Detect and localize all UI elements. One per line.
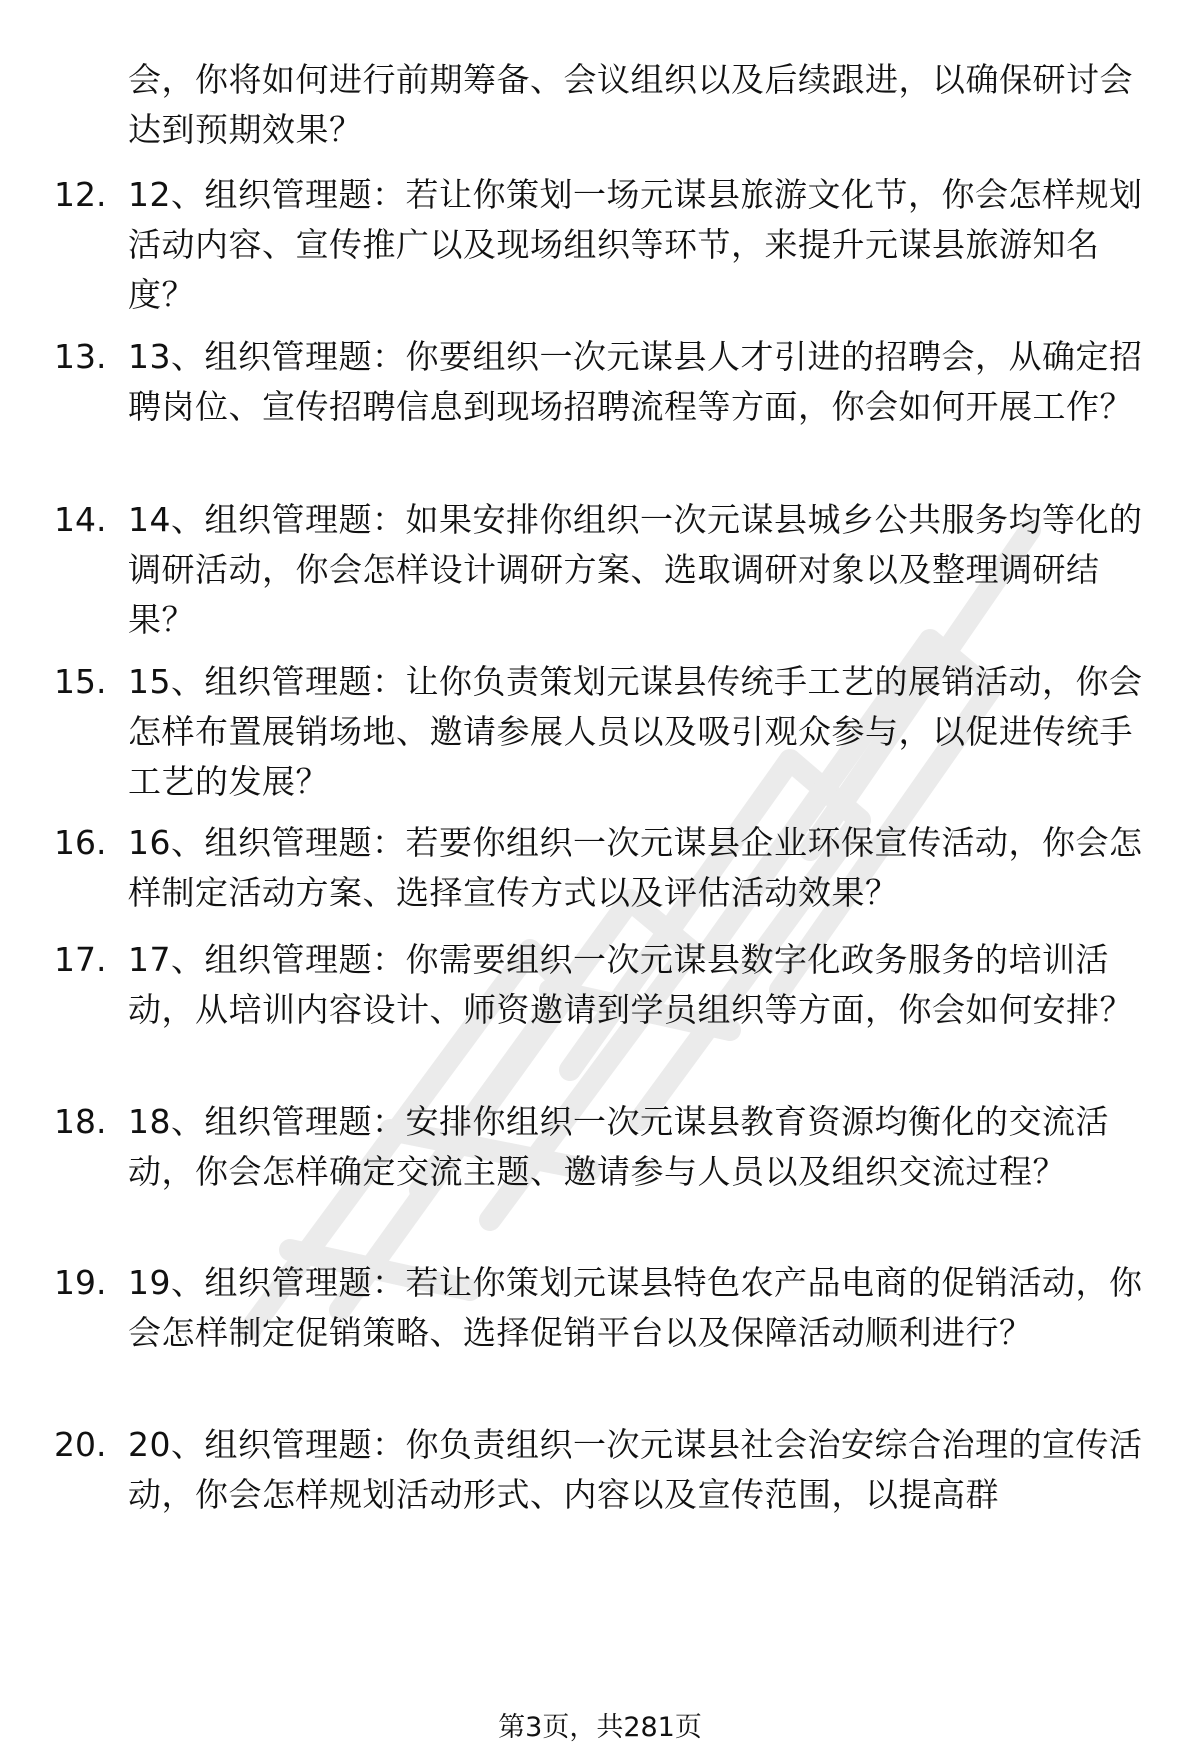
item-text: 14、组织管理题：如果安排你组织一次元谋县城乡公共服务均等化的调研活动，你会怎样设计调研方案、选取调研对象以及整理调研结果？ (128, 500, 1143, 639)
item-text: 18、组织管理题：安排你组织一次元谋县教育资源均衡化的交流活动，你会怎样确定交流主题、邀请参与人员以及组织交流过程？ (128, 1102, 1109, 1191)
item-text: 13、组织管理题：你要组织一次元谋县人才引进的招聘会，从确定招聘岗位、宣传招聘信息到现场招聘流程等方面，你会如何开展工作？ (128, 337, 1143, 426)
item-number: 13. (54, 337, 107, 376)
item-text: 17、组织管理题：你需要组织一次元谋县数字化政务服务的培训活动，从培训内容设计、师资邀请到学员组织等方面，你会如何安排？ (128, 940, 1133, 1029)
item-text: 12、组织管理题：若让你策划一场元谋县旅游文化节，你会怎样规划活动内容、宣传推广以及现场组织等环节，来提升元谋县旅游知名度？ (128, 175, 1143, 314)
item-number: 16. (54, 823, 107, 862)
page-footer: 第3页，共281页 (498, 1712, 702, 1743)
item-number: 20. (54, 1425, 107, 1464)
item-text: 15、组织管理题：让你负责策划元谋县传统手工艺的展销活动，你会怎样布置展销场地、邀请参展人员以及吸引观众参与，以促进传统手工艺的发展？ (128, 662, 1143, 801)
item-text: 16、组织管理题：若要你组织一次元谋县企业环保宣传活动，你会怎样制定活动方案、选择宣传方式以及评估活动效果？ (128, 823, 1143, 912)
item-number: 18. (54, 1102, 107, 1141)
item-text: 20、组织管理题：你负责组织一次元谋县社会治安综合治理的宣传活动，你会怎样规划活动形式、内容以及宣传范围，以提高群 (128, 1425, 1143, 1514)
item-number: 15. (54, 662, 107, 701)
item-number: 12. (54, 175, 107, 214)
item-text: 19、组织管理题：若让你策划元谋县特色农产品电商的促销活动，你会怎样制定促销策略、选择促销平台以及保障活动顺利进行？ (128, 1263, 1143, 1352)
item-number: 14. (54, 500, 107, 539)
item-number: 17. (54, 940, 107, 979)
item-text: 会，你将如何进行前期筹备、会议组织以及后续跟进，以确保研讨会达到预期效果？ (128, 60, 1133, 149)
item-number: 19. (54, 1263, 107, 1302)
